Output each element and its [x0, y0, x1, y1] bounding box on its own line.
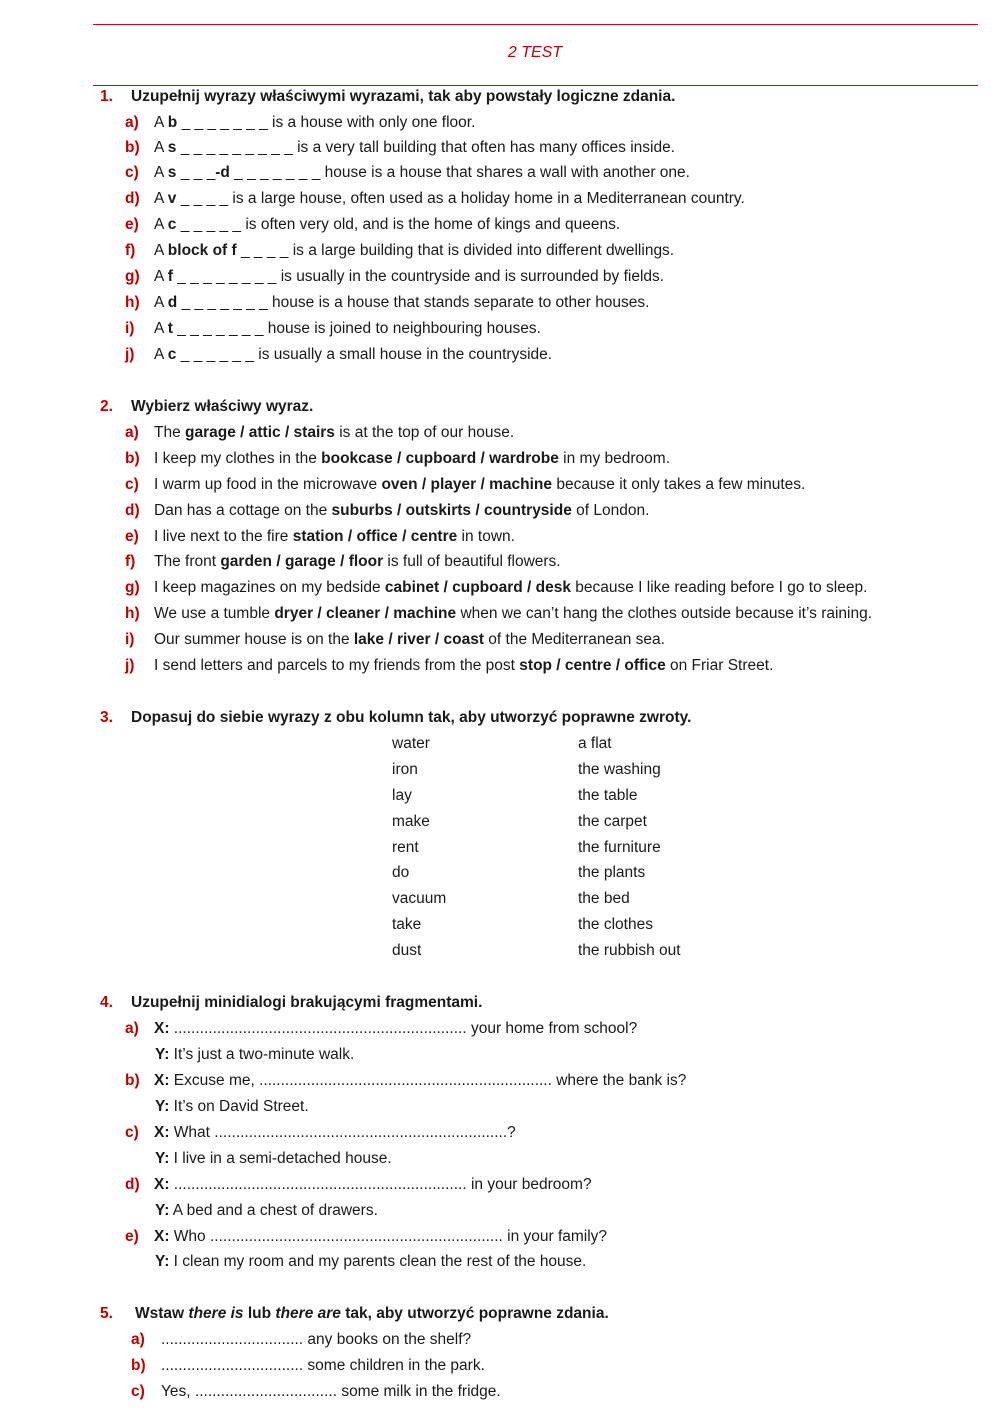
- section-number: 4.: [100, 994, 113, 1011]
- list-item: [125, 553, 561, 571]
- dialog-y-line: [155, 1253, 586, 1271]
- dialog-x-text: Who .................................................................... in your family?: [169, 1228, 608, 1245]
- dialog-x-line: [125, 1176, 592, 1194]
- section-heading-italic: there are: [275, 1305, 341, 1322]
- item-bold: garden / garage / floor: [220, 553, 384, 570]
- item-text: The front: [154, 553, 221, 570]
- item-letter: a): [125, 424, 139, 441]
- left-column-word: iron: [392, 761, 418, 778]
- dialog-y-text: It’s just a two-minute walk.: [169, 1046, 355, 1063]
- item-letter: j): [125, 346, 135, 363]
- item-text: _ _ _ _ _ _ _ is a house with only one floor.: [177, 114, 476, 131]
- list-item: [125, 164, 690, 182]
- item-text: is at the top of our house.: [334, 424, 515, 441]
- item-text: because I like reading before I go to sleep.: [570, 579, 868, 596]
- item-text: because it only takes a few minutes.: [552, 476, 806, 493]
- list-item: [131, 1357, 485, 1375]
- dialog-x-text: .................................................................... your home from school?: [169, 1020, 638, 1037]
- list-item: [125, 631, 665, 649]
- item-letter: b): [125, 139, 140, 156]
- left-column-word: do: [392, 864, 410, 881]
- section-heading-mid: lub: [243, 1305, 276, 1322]
- item-text: A: [154, 268, 168, 285]
- dialog-y-line: [155, 1046, 354, 1064]
- item-letter: i): [125, 631, 135, 648]
- item-text: _ _ _ _ _ _ _ _ _ is a very tall building that often has many offices inside.: [176, 139, 676, 156]
- item-text: in my bedroom.: [558, 450, 671, 467]
- speaker-x-label: X:: [154, 1228, 170, 1245]
- item-letter: e): [125, 1228, 139, 1245]
- item-bold: d: [167, 294, 178, 311]
- item-bold: suburbs / outskirts / countryside: [331, 502, 572, 519]
- list-item: [125, 294, 649, 312]
- item-text: is full of beautiful flowers.: [383, 553, 561, 570]
- item-text: _ _ _ _ _ _ _ _ is usually in the countryside and is surrounded by fields.: [172, 268, 665, 285]
- dialog-x-line: [125, 1020, 637, 1038]
- item-text: _ _ _ _ is a large house, often used as a holiday home in a Mediterranean country.: [176, 190, 745, 207]
- item-text: I keep magazines on my bedside: [154, 579, 385, 596]
- item-bold: -d: [215, 164, 230, 181]
- dialog-y-text: I live in a semi-detached house.: [169, 1150, 392, 1167]
- item-text: _ _ _ _ _ _ is usually a small house in the countryside.: [176, 346, 553, 363]
- item-letter: a): [125, 114, 139, 131]
- item-text: I keep my clothes in the: [154, 450, 322, 467]
- left-column-word: vacuum: [392, 890, 447, 907]
- item-text: Yes, ................................. some milk in the fridge.: [161, 1383, 501, 1400]
- item-bold: block of f: [167, 242, 237, 259]
- item-text: on Friar Street.: [665, 657, 774, 674]
- item-bold: lake / river / coast: [353, 631, 484, 648]
- section-heading-text: Dopasuj do siebie wyrazy z obu kolumn tak, aby utworzyć poprawne zwroty.: [131, 709, 692, 726]
- dialog-x-line: [125, 1124, 516, 1142]
- dialog-x-line: [125, 1072, 686, 1090]
- item-text: We use a tumble: [154, 605, 275, 622]
- section-number: 1.: [100, 88, 113, 105]
- item-text: A: [154, 294, 168, 311]
- item-letter: d): [125, 190, 140, 207]
- speaker-y-label: Y:: [155, 1202, 170, 1219]
- right-column-phrase: the table: [578, 787, 638, 804]
- speaker-y-label: Y:: [155, 1046, 170, 1063]
- item-letter: c): [125, 164, 139, 181]
- dialog-y-text: It’s on David Street.: [169, 1098, 309, 1115]
- section-3-heading: [100, 709, 691, 727]
- list-item: [125, 424, 514, 442]
- item-text: A: [154, 242, 168, 259]
- item-bold: s: [167, 164, 177, 181]
- speaker-x-label: X:: [154, 1020, 170, 1037]
- item-text: I warm up food in the microwave: [154, 476, 382, 493]
- list-item: [125, 216, 620, 234]
- left-column-word: dust: [392, 942, 422, 959]
- dialog-x-text: .................................................................... in your bedroom?: [169, 1176, 592, 1193]
- speaker-y-label: Y:: [155, 1098, 170, 1115]
- left-column-word: lay: [392, 787, 412, 804]
- item-letter: d): [125, 502, 140, 519]
- item-text: A: [154, 190, 168, 207]
- item-text: A: [154, 346, 168, 363]
- section-heading-italic: there is: [188, 1305, 244, 1322]
- item-letter: a): [131, 1331, 145, 1348]
- item-bold: c: [167, 216, 177, 233]
- item-text: A: [154, 164, 168, 181]
- item-letter: f): [125, 242, 136, 259]
- right-column-phrase: a flat: [578, 735, 612, 752]
- item-text: Dan has a cottage on the: [154, 502, 332, 519]
- list-item: [125, 579, 867, 597]
- item-text: when we can’t hang the clothes outside because it’s raining.: [456, 605, 873, 622]
- item-bold: c: [167, 346, 177, 363]
- title-rule: [93, 85, 978, 86]
- item-letter: b): [125, 1072, 140, 1089]
- right-column-phrase: the furniture: [578, 839, 661, 856]
- section-heading-post: tak, aby utworzyć poprawne zdania.: [340, 1305, 609, 1322]
- list-item: [125, 528, 515, 546]
- item-letter: b): [131, 1357, 146, 1374]
- item-bold: stop / centre / office: [519, 657, 666, 674]
- page-title: 2 TEST: [507, 44, 563, 61]
- list-item: [125, 139, 675, 157]
- item-bold: cabinet / cupboard / desk: [384, 579, 571, 596]
- item-text: I send letters and parcels to my friends from the post: [154, 657, 520, 674]
- item-text: A: [154, 320, 168, 337]
- list-item: [125, 605, 872, 623]
- item-letter: h): [125, 294, 140, 311]
- list-item: [125, 476, 805, 494]
- right-column-phrase: the plants: [578, 864, 646, 881]
- dialog-y-line: [155, 1202, 378, 1220]
- list-item: [131, 1331, 471, 1349]
- list-item: [125, 450, 670, 468]
- item-letter: d): [125, 1176, 140, 1193]
- item-text: ................................. any books on the shelf?: [161, 1331, 472, 1348]
- item-text: in town.: [457, 528, 515, 545]
- speaker-x-label: X:: [154, 1176, 170, 1193]
- section-heading-text: Uzupełnij wyrazy właściwymi wyrazami, tak aby powstały logiczne zdania.: [131, 88, 676, 105]
- right-column-phrase: the washing: [578, 761, 661, 778]
- item-bold: v: [167, 190, 177, 207]
- item-bold: dryer / cleaner / machine: [274, 605, 457, 622]
- dialog-y-text: A bed and a chest of drawers.: [169, 1202, 378, 1219]
- speaker-x-label: X:: [154, 1124, 170, 1141]
- dialog-x-text: What ....................................................................?: [169, 1124, 516, 1141]
- item-letter: e): [125, 528, 139, 545]
- item-bold: f: [167, 268, 173, 285]
- left-column-word: make: [392, 813, 430, 830]
- item-text: A: [154, 114, 168, 131]
- item-text: ................................. some children in the park.: [161, 1357, 485, 1374]
- item-letter: g): [125, 268, 140, 285]
- section-number: 2.: [100, 398, 113, 415]
- right-column-phrase: the carpet: [578, 813, 647, 830]
- right-column-phrase: the rubbish out: [578, 942, 681, 959]
- list-item: [125, 268, 664, 286]
- list-item: [125, 320, 541, 338]
- list-item: [125, 657, 773, 675]
- top-rule: [93, 24, 978, 25]
- item-text: I live next to the fire: [154, 528, 293, 545]
- item-bold: t: [167, 320, 173, 337]
- item-letter: f): [125, 553, 136, 570]
- list-item: [125, 242, 674, 260]
- speaker-y-label: Y:: [155, 1253, 170, 1270]
- section-heading-text: Wybierz właściwy wyraz.: [131, 398, 314, 415]
- item-text: The: [154, 424, 186, 441]
- list-item: [125, 502, 649, 520]
- item-bold: station / office / centre: [292, 528, 458, 545]
- item-text: A: [154, 216, 168, 233]
- item-text: Our summer house is on the: [154, 631, 354, 648]
- section-heading-pre: Wstaw: [135, 1305, 189, 1322]
- item-text: _ _ _: [176, 164, 216, 181]
- list-item: [125, 190, 745, 208]
- item-letter: c): [125, 1124, 139, 1141]
- section-number: 5.: [100, 1305, 113, 1322]
- dialog-y-text: I clean my room and my parents clean the rest of the house.: [169, 1253, 587, 1270]
- dialog-x-text: Excuse me, .................................................................... where the bank is?: [169, 1072, 687, 1089]
- item-text: of London.: [571, 502, 650, 519]
- item-letter: c): [131, 1383, 145, 1400]
- dialog-x-line: [125, 1228, 607, 1246]
- item-letter: i): [125, 320, 135, 337]
- item-text: of the Mediterranean sea.: [483, 631, 665, 648]
- list-item: [131, 1383, 501, 1401]
- speaker-x-label: X:: [154, 1072, 170, 1089]
- item-text: _ _ _ _ _ is often very old, and is the home of kings and queens.: [176, 216, 621, 233]
- dialog-y-line: [155, 1150, 392, 1168]
- item-letter: g): [125, 579, 140, 596]
- item-letter: b): [125, 450, 140, 467]
- left-column-word: rent: [392, 839, 419, 856]
- section-number: 3.: [100, 709, 113, 726]
- section-4-heading: [100, 994, 482, 1012]
- item-letter: a): [125, 1020, 139, 1037]
- item-letter: c): [125, 476, 139, 493]
- speaker-y-label: Y:: [155, 1150, 170, 1167]
- item-text: _ _ _ _ _ _ _ house is a house that stands separate to other houses.: [177, 294, 650, 311]
- right-column-phrase: the clothes: [578, 916, 653, 933]
- section-heading-text: Uzupełnij minidialogi brakującymi fragmentami.: [131, 994, 483, 1011]
- section-1-heading: [100, 88, 675, 106]
- item-text: _ _ _ _ is a large building that is divided into different dwellings.: [236, 242, 675, 259]
- item-bold: b: [167, 114, 178, 131]
- left-column-word: water: [392, 735, 430, 752]
- item-bold: garage / attic / stairs: [185, 424, 335, 441]
- item-letter: h): [125, 605, 140, 622]
- item-text: _ _ _ _ _ _ _ house is joined to neighbouring houses.: [172, 320, 541, 337]
- item-text: _ _ _ _ _ _ _ house is a house that shares a wall with another one.: [229, 164, 690, 181]
- section-2-heading: [100, 398, 313, 416]
- item-text: A: [154, 139, 168, 156]
- item-letter: j): [125, 657, 135, 674]
- dialog-y-line: [155, 1098, 309, 1116]
- list-item: [125, 114, 475, 132]
- left-column-word: take: [392, 916, 422, 933]
- item-bold: s: [167, 139, 177, 156]
- item-bold: oven / player / machine: [381, 476, 553, 493]
- section-5-heading: [100, 1305, 609, 1323]
- item-bold: bookcase / cupboard / wardrobe: [321, 450, 559, 467]
- item-letter: e): [125, 216, 139, 233]
- right-column-phrase: the bed: [578, 890, 630, 907]
- list-item: [125, 346, 552, 364]
